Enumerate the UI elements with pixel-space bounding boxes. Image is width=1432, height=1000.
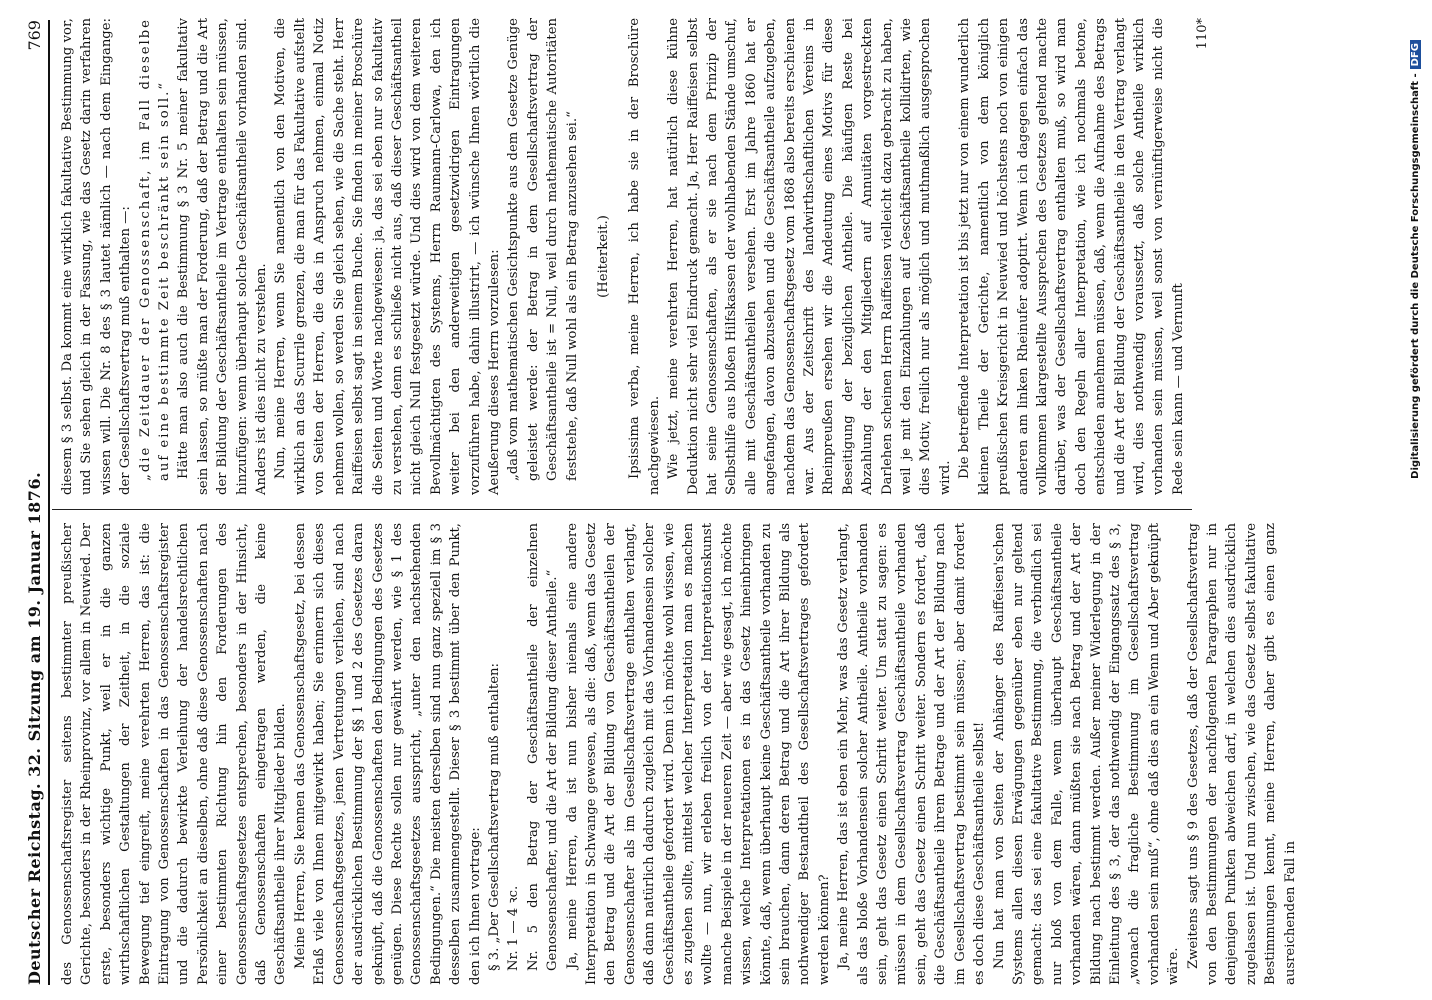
body-paragraph: Meine Herren, Sie kennen das Genossenschaftsgesetz, bei dessen Erlaß viele von Ihnen mitgewirkt haben; Sie erinnern sich dieses Genossenschaftsgesetzes, jenen Vertretungen verliehen, sind nach der ausdrücklichen Bestimmung der §§ 1 und 2 des Gesetzes daran geknüpft, daß die Genossenschaften den Bedingungen des Gesetzes genügen. Diese Rechte sollen nur gewährt werden, wie § 1 des Genossenschaftsgesetzes ausspricht, „unter den nachstehenden Bedingungen.“ Die meisten derselben sind nun ganz speziell im § 3 desselben zusammengestellt. Dieser § 3 bestimmt über den Punkt, den ich Ihnen vortrage: (292, 523, 483, 985)
quoted-paragraph: § 3. „Der Gesellschaftsvertrag muß enthalten: (486, 663, 502, 971)
left-text-column (58, 523, 1298, 985)
column-divider (52, 509, 1192, 510)
body-paragraph: Nun, meine Herren, wenn Sie namentlich von den Motiven, die wirklich an das Scurrile grenzen, die man für das Fakultative aufstellt von Seiten der Herren, die das in Anspruch nehmen, einmal Notiz nehmen wollen, so werden Sie gleich sehen, wie die Sache steht. Herr Raiffeisen selbst sagt in seinem Buche. Sie finden in meiner Broschüre die Seiten und Worte nachgewiesen: ja, das sei eben nur so fakultativ zu verstehen, denn es schließe nicht aus, daß dieser Geschäftsantheil nicht gleich Null festgesetzt würde. Und dies wird von dem weiteren Bevollmächtigten des Systems, Herrn Raumann-Carlowa, den ich weiter bei den anderweitigen gesetzwidrigen Eintragungen vorzuführen habe, dahin illustrirt, — ich wünsche Ihnen wörtlich die Aeußerung dieses Herrn vorzulesen: (273, 18, 502, 495)
stage-direction: (Heiterkeit.) (595, 215, 611, 298)
page-header (20, 20, 50, 985)
quoted-paragraph: Nr. 1 — 4 ꝛc. (506, 885, 522, 971)
dfg-logo: DFG (1410, 40, 1421, 69)
quoted-paragraph: „daß vom mathematischen Gesichtspunkte aus dem Gesetze Genüge geleistet werde: der Betrag in dem Gesellschaftsvertrag der Geschäftsantheile ist = Null, weil durch mathematische Autoritäten feststehe, daß Null wohl als ein Betrag anzusehen sei.“ (506, 18, 580, 481)
body-paragraph: diesem § 3 selbst. Da kommt eine wirklich fakultative Bestimmung vor, und Sie sehen gleich in der Fassung, wie das Gesetz darin verfahren wissen will. Die Nr. 8 des § 3 lautet nämlich — nach dem Eingange: der Gesellschaftsvertrag muß enthalten —: (60, 18, 134, 495)
body-paragraph: Zweitens sagt uns § 9 des Gesetzes, daß der Gesellschaftsvertrag von den Bestimmungen der nachfolgenden Paragraphen nur in denjenigen Punkten abweichen darf, in welchen dies ausdrücklich zugelassen ist. Und nun zwischen, wie das Gesetz selbst fakultative Bestimmungen kennt, meine Herren, daher gibt es einen ganz ausreichenden Fall in (1185, 523, 1298, 985)
body-paragraph: Ja, meine Herren, da ist nun bisher niemals eine andere Interpretation in Schwange gewesen, als die: daß, wenn das Gesetz den Betrag und die Art der Bildung von Geschäftsantheilen der Genossenschafter als im Gesellschaftsvertrage enthalten verlangt, daß dann natürlich dadurch zugleich mit das Vorhandensein solcher Geschäftsantheile gefordert wird. Denn ich möchte wohl wissen, wie es zugehen sollte, mittelst welcher Interpretation man es machen wollte — nun, wir erleben freilich von der Interpretationskunst manche Beispiele in der neueren Zeit — aber wie gesagt, ich möchte wissen, welche Interpretationen es in das Gesetz hineinbringen könnte, daß, wenn überhaupt keine Geschäftsantheile vorhanden zu sein brauchen, dann deren Betrag und die Art ihrer Bildung als nothwendiger Bestandtheil des Gesellschaftsvertrages gefordert werden können? (564, 523, 832, 985)
body-paragraph: Die betreffende Interpretation ist bis jetzt nur von einem wunderlich kleinen Theile der Gerichte, namentlich von dem königlich preußischen Kreisgericht in Neuwied und höchstens noch von einigen anderen am linken Rheinufer adoptirt. Wenn ich dagegen einfach das vollkommen klargestellte Aussprechen des Gesetzes geltend machte darüber, was der Gesellschaftsvertrag enthalten muß, so wird man doch den Regeln aller Interpretation, wie ich nochmals betone, entschieden annehmen müssen, daß, wenn die Aufnahme des Betrags und die Art der Bildung der Geschäftsantheile in den Vertrag verlangt wird, dies nothwendig voraussetzt, daß solche Antheile wirklich vorhanden sein müssen, weil sonst von vernünftigerweise nicht die Rede sein kann — und Vernunft (957, 18, 1186, 495)
digitization-credit (1410, 40, 1426, 970)
quoted-paragraph: Nr. 5 den Betrag der Geschäftsantheile der einzelnen Genossenschafter, und die Art der Bildung dieser Antheile.“ (525, 523, 561, 971)
quoted-paragraph: „die Zeitdauer der Genossenschaft, im Fall dieselbe auf eine bestimmte Zeit beschränkt sein soll.“ (137, 18, 173, 481)
signature-mark: 110* (1195, 18, 1210, 50)
digitization-credit-text: Digitalisierung gefördert durch die Deutsche Forschungsgemeinschaft - (1410, 73, 1421, 479)
body-paragraph: Nun hat man von Seiten der Anhänger des Raiffeisen'schen Systems allen diesen Erwägungen gegenüber eben nur geltend gemacht: das sei eine fakultative Bestimmung, die verbindlich sei nur bloß von dem Falle, wenn überhaupt Geschäftsantheile vorhanden wären, dann müßten sie nach Betrag und der Art der Bildung nach bestimmt werden. Außer meiner Widerlegung in der Einleitung des § 3, der das nothwendig der Eingangssatz des § 3, „wonach die fragliche Bestimmung im Gesellschaftsvertrag vorhanden sein muß“, ohne daß dies an ein Wenn und Aber geknüpft wäre. (991, 523, 1182, 985)
body-paragraph: Ipsissima verba, meine Herren, ich habe sie in der Broschüre nachgewiesen. (627, 18, 662, 495)
body-paragraph: Ja, meine Herren, das ist eben ein Mehr, was das Gesetz verlangt, als das bloße Vorhandensein solcher Antheile. Antheile vorhanden sein, geht das Gesetz einen Schritt weiter. Um statt zu sagen: es müssen in dem Gesellschaftsvertrag Geschäftsantheile vorhanden sein, geht das Gesetz einen Schritt weiter. Sondern es fordert, daß die Geschäftsantheile ihrem Betrage und der Art der Bildung nach im Gesellschaftsvertrag bestimmt sein müssen; aber damit fordert es doch diese Geschäftsantheile selbst! (836, 523, 988, 985)
body-paragraph: des Genossenschaftsregister seitens bestimmter preußischer Gerichte, besonders in der Rheinprovinz, vor allem in Neuwied. Der erste, besonders wichtige Punkt, weil er in die ganzen wirthschaftlichen Gestaltungen der Zeitheit, in die soziale Bewegung tief eingreift, meine verehrten Herren, das ist: die Eintragung von Genossenschaften in das Genossenschaftsregister und die dadurch bewirkte Verleihung der handelsrechtlichen Persönlichkeit an dieselben, ohne daß diese Genossenschaften nach einer bestimmten Richtung hin den Forderungen des Genossenschaftsgesetzes entsprechen, besonders in der Hinsicht, daß Genossenschaften eingetragen werden, die keine Geschäftsantheile ihrer Mitglieder bilden. (60, 523, 289, 985)
page-number: 769 (24, 20, 44, 51)
body-paragraph: Wie jetzt, meine verehrten Herren, hat natürlich diese kühne Deduktion nicht sehr viel Eindruck gemacht. Ja, Herr Raiffeisen selbst hat seine Genossenschaften, als er sie nach dem Prinzip der Selbsthilfe aus bloßen Hilfskassen der wohlhabenden Stände umschuf, alle mit Geschäftsantheilen versehen. Erst im Jahre 1860 hat er angefangen, davon abzusehen und die Geschäftsantheile aufzugeben, nachdem das Genossenschaftsgesetz vom 1868 also bereits erschienen war. Aus der Zeitschrift des landwirthschaftlichen Vereins in Rheinpreußen ersehen wir die Andeutung eines Motivs für diese Beseitigung der bezüglichen Antheile. Die häufigen Reste bei Abzahlung der den Mitgliedern auf Annuitäten vorgestreckten Darlehen scheinen Herrn Raiffeisen vielleicht dazu gebracht zu haben, weil je mit den Einzahlungen auf Geschäftsantheile kollidirten, wie dies Motiv, freilich nur als möglich und muthmaßlich ausgesprochen wird. (666, 18, 953, 495)
page-title: Deutscher Reichstag. 32. Sitzung am 19. Januar 1876. (24, 471, 44, 985)
body-paragraph: Hätte man also auch die Bestimmung § 3 Nr. 5 meiner fakultativ sein lassen, so müßte man der Forderung, daß der Betrag und die Art der Bildung der Geschäftsantheile im Vertrage enthalten sein müssen, hinzufügen: wenn überhaupt solche Geschäftsantheile vorhanden sind. Anders ist dies nicht zu verstehen. (176, 18, 270, 495)
right-text-column (58, 18, 1188, 495)
